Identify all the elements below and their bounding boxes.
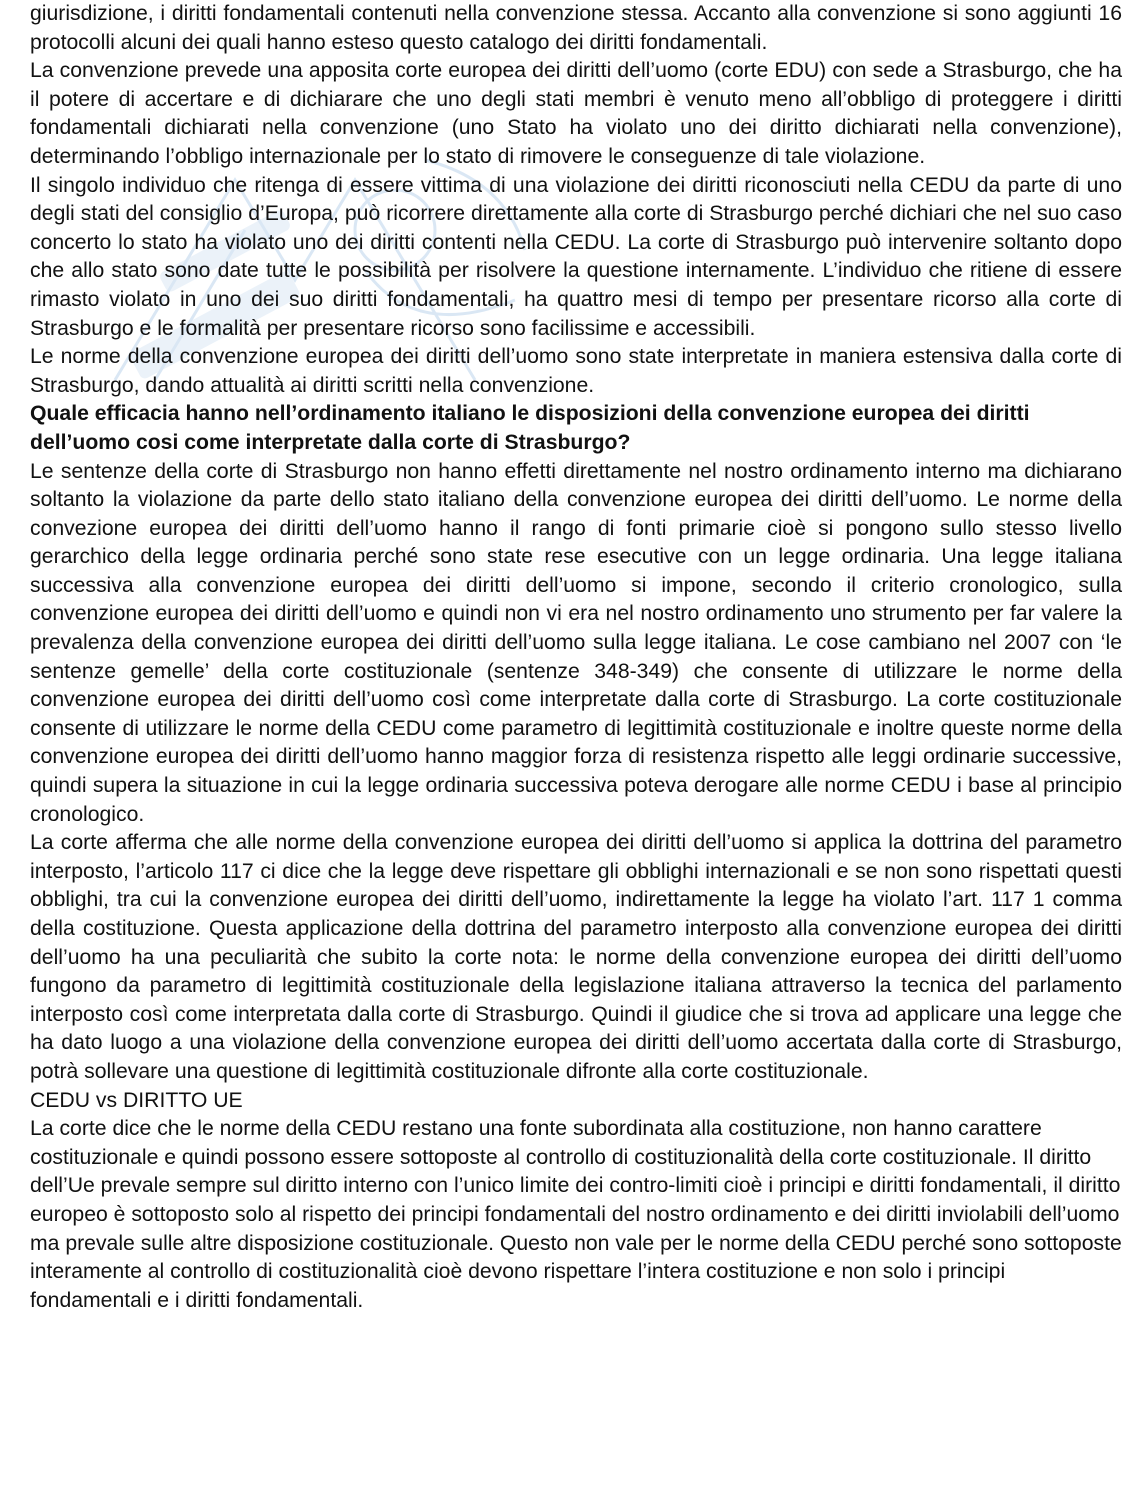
document-page	[30, 0, 1122, 1315]
paragraph-sentences-effects: Le sentenze della corte di Strasburgo non hanno effetti direttamente nel nostro ordinamento interno ma dichiarano soltanto la violazione da parte dello stato italiano della convenzione europea dei diritti dell’uomo. Le norme della convezione europea dei diritti dell’uomo hanno il rango di fonti primarie cioè si pongono sullo stesso livello gerarchico della legge ordinaria perché sono state rese esecutive con un legge ordinaria. Una legge italiana successiva alla convenzione europea dei diritti dell’uomo si impone, secondo il criterio cronologico, sulla convenzione europea dei diritti dell’uomo e quindi non vi era nel nostro ordinamento uno strumento per far valere la prevalenza della convenzione europea dei diritti dell’uomo sulla legge italiana. Le cose cambiano nel 2007 con ‘le sentenze gemelle’ della corte costituzionale (sentenze 348-349) che consente di utilizzare le norme della convenzione europea dei diritti dell’uomo così come interpretate dalla corte di Strasburgo. La corte costituzionale consente di utilizzare le norme della CEDU come parametro di legittimità costituzionale e inoltre queste norme della convenzione europea dei diritti dell’uomo hanno maggior forza di resistenza rispetto alle leggi ordinarie successive, quindi supera la situazione in cui la legge ordinaria successiva poteva derogare alle norme CEDU i base al principio cronologico.	[30, 459, 1122, 826]
section-heading: CEDU vs DIRITTO UE	[30, 1088, 243, 1112]
paragraph-extensive-interpretation: Le norme della convenzione europea dei diritti dell’uomo sono state interpretate in maniera estensiva dalla corte di Strasburgo, dando attualità ai diritti scritti nella convenzione.	[30, 345, 1122, 397]
paragraph-individual-appeal: Il singolo individuo che ritenga di essere vittima di una violazione dei diritti riconosciuti nella CEDU da parte di uno degli stati del consiglio d’Europa, può ricorrere direttamente alla corte di Strasburgo perché dichiari che nel suo caso concerto lo stato ha violato uno dei diritti contenti nella CEDU. La corte di Strasburgo può intervenire soltanto dopo che allo stato sono date tutte le possibilità per risolvere la questione internamente. L’individuo che ritiene di essere rimasto violato in uno dei suo diritti fondamentali, ha quattro mesi di tempo per presentare ricorso alla corte di Strasburgo e le formalità per presentare ricorso sono facilissime e accessibili.	[30, 173, 1122, 340]
paragraph-edu-court: La convenzione prevede una apposita corte europea dei diritti dell’uomo (corte EDU) con sede a Strasburgo, che ha il potere di accertare e di dichiarare che uno degli stati membri è venuto meno all’obbligo di proteggere i diritti fondamentali dichiarati nella convenzione (uno Stato ha violato uno dei diritto dichiarati nella convenzione), determinando l’obbligo internazionale per lo stato di rimovere le conseguenze di tale violazione.	[30, 59, 1122, 168]
paragraph-interposed-parameter: La corte afferma che alle norme della convenzione europea dei diritti dell’uomo si applica la dottrina del parametro interposto, l’articolo 117 ci dice che la legge deve rispettare gli obblighi internazionali e se non sono rispettati questi obblighi, tra cui la convenzione europea dei diritti dell’uomo, indirettamente la legge ha violato l’art. 117 1 comma della costituzione. Questa applicazione della dottrina del parametro interposto alla convenzione europea dei diritti dell’uomo ha una peculiarità che subito la corte nota: le norme della convenzione europea dei diritti dell’uomo fungono da parametro di legittimità costituzionale della legislazione italiana attraverso la tecnica del parlamento interposto così come interpretata dalla corte di Strasburgo. Quindi il giudice che si trova ad applicare una legge che ha dato luogo a una violazione della convenzione europea dei diritti dell’uomo accertata dalla corte di Strasburgo, potrà sollevare una questione di legittimità costituzionale difronte alla corte costituzionale.	[30, 831, 1122, 1083]
paragraph-cedu-vs-eu: La corte dice che le norme della CEDU restano una fonte subordinata alla costituzione, non hanno carattere costituzionale e quindi possono essere sottoposte al controllo di costituzionalità della corte costituzionale. Il diritto dell’Ue prevale sempre sul diritto interno con l’unico limite dei contro-limiti cioè i principi e diritti fondamentali, il diritto europeo è sottoposto solo al rispetto dei principi fondamentali del nostro ordinamento e dei diritti inviolabili dell’uomo ma prevale sulle altre disposizione costituzionale. Questo non vale per le norme della CEDU perché sono sottoposte interamente al controllo di costituzionalità cioè devono rispettare l’intera costituzione e non solo i principi fondamentali e i diritti fondamentali.	[30, 1117, 1122, 1312]
paragraph-convention-protocols: giurisdizione, i diritti fondamentali contenuti nella convenzione stessa. Accanto alla convenzione si sono aggiunti 16 protocolli alcuni dei quali hanno esteso questo catalogo dei diritti fondamentali.	[30, 2, 1122, 54]
question-heading: Quale efficacia hanno nell’ordinamento italiano le disposizioni della convenzione europea dei diritti dell’uomo cosi come interpretate dalla corte di Strasburgo?	[30, 402, 1030, 454]
